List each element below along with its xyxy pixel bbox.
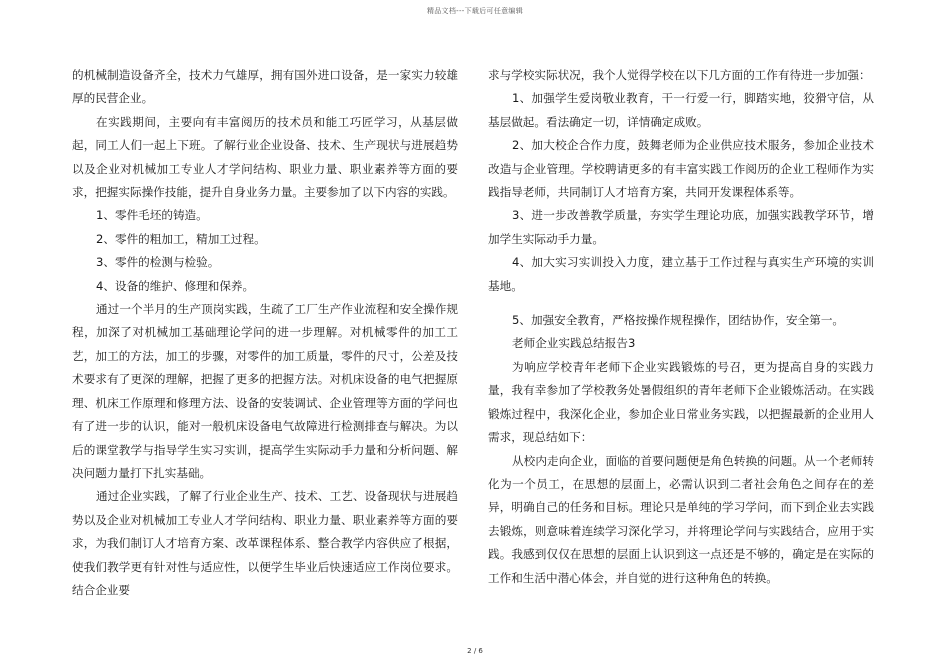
list-item: 2、零件的粗加工，精加工过程。 — [96, 231, 266, 246]
list-item: 1、零件毛坯的铸造。 — [96, 208, 208, 223]
paragraph: 通过企业实践，了解了行业企业生产、技术、工艺、设备现状与进展趋势以及企业对机械加工专业人才学问结构、职业力量、职业素养等方面的要求，为我们制订人才培育方案、改革课程体系、整合教学内容供应了根据，使我们教学更有针对性与适应性，以便学生毕业后快速适应工作岗位要求。结合企业要 — [72, 489, 458, 597]
paragraph: 求与学校实际状况，我个人觉得学校在以下几方面的工作有待进一步加强： — [488, 68, 871, 82]
paragraph: 在实践期间，主要向有丰富阅历的技术员和能工巧匠学习，从基层做起，同工人们一起上下班。了解行业企业设备、技术、生产现状与进展趋势以及企业对机械加工专业人才学问结构、职业力量、职业素养等方面的要求，把握实际操作技能，提升自身业务力量。主要参加了以下内容的实践。 — [72, 114, 458, 200]
section-title: 老师企业实践总结报告3 — [512, 336, 636, 351]
list-item: 3、零件的检测与检验。 — [96, 255, 220, 270]
list-item: 1、加强学生爱岗敬业教育，干一行爱一行，脚踏实地，狡猾守信，从基层做起。看法确定一切，详情确定成败。 — [488, 91, 874, 129]
paragraph: 的机械制造设备齐全，技术力气雄厚，拥有国外进口设备，是一家实力较雄厚的民营企业。 — [72, 68, 458, 106]
paragraph: 通过一个半月的生产顶岗实践，生疏了工厂生产作业流程和安全操作规程，加深了对机械加工基础理论学问的进一步理解。对机械零件的加工工艺，加工的方法，加工的步骤，对零件的加工质量，零件的尺寸，公差及技术要求有了更深的理解，把握了更多的把握方法。对机床设备的电气把握原理、机床工作原理和修理方法、设备的安装调试、企业管理等方面的学问也有了进一步的认识，能对一般机床设备电气故障进行检测排查与解决。为以后的课堂教学与指导学生实习实训，提高学生实际动手力量和分析问题、解决问题力量打下扎实基础。 — [72, 302, 458, 480]
paragraph: 为响应学校青年老师下企业实践锻炼的号召，更为提高自身的实践力量，我有幸参加了学校教务处暑假组织的青年老师下企业锻炼活动。在实践锻炼过程中，我深化企业，参加企业日常业务实践，以把握最新的企业用人需求，现总结如下： — [488, 359, 874, 445]
list-item: 4、加大实习实训投入力度，建立基于工作过程与真实生产环境的实训基地。 — [488, 255, 874, 293]
list-item: 3、进一步改善教学质量，夯实学生理论功底，加强实践教学环节，增加学生实际动手力量。 — [488, 208, 874, 246]
list-item: 4、设备的维护、修理和保养。 — [96, 278, 255, 293]
paragraph: 从校内走向企业，面临的首要问题便是角色转换的问题。从一个老师转化为一个员工，在思想的层面上，必需认识到二者社会角色之间存在的差异，明确自己的任务和目标。理论只是单纯的学习学问，而下到企业去实践去锻炼，则意味着连续学习深化学习，并将理论学问与实践结合，应用于实践。我感到仅仅在思想的层面上认识到这一点还是不够的，确定是在实际的工作和生活中潜心体会，并自觉的进行这种角色的转换。 — [488, 453, 874, 585]
right-column — [488, 64, 874, 590]
page-number: 2 / 6 — [467, 647, 483, 655]
list-item: 2、加大校企合作力度，鼓舞老师为企业供应技术服务，参加企业技术改造与企业管理。学校聘请更多的有丰富实践工作阅历的企业工程师作为实践指导老师，共同制订人才培育方案，共同开发课程体系等。 — [488, 138, 874, 200]
left-column — [72, 64, 458, 602]
page-header: 精品文档---下载后可任意编辑 — [426, 7, 524, 15]
list-item: 5、加强安全教育，严格按操作规程操作，团结协作，安全第一。 — [512, 313, 845, 328]
